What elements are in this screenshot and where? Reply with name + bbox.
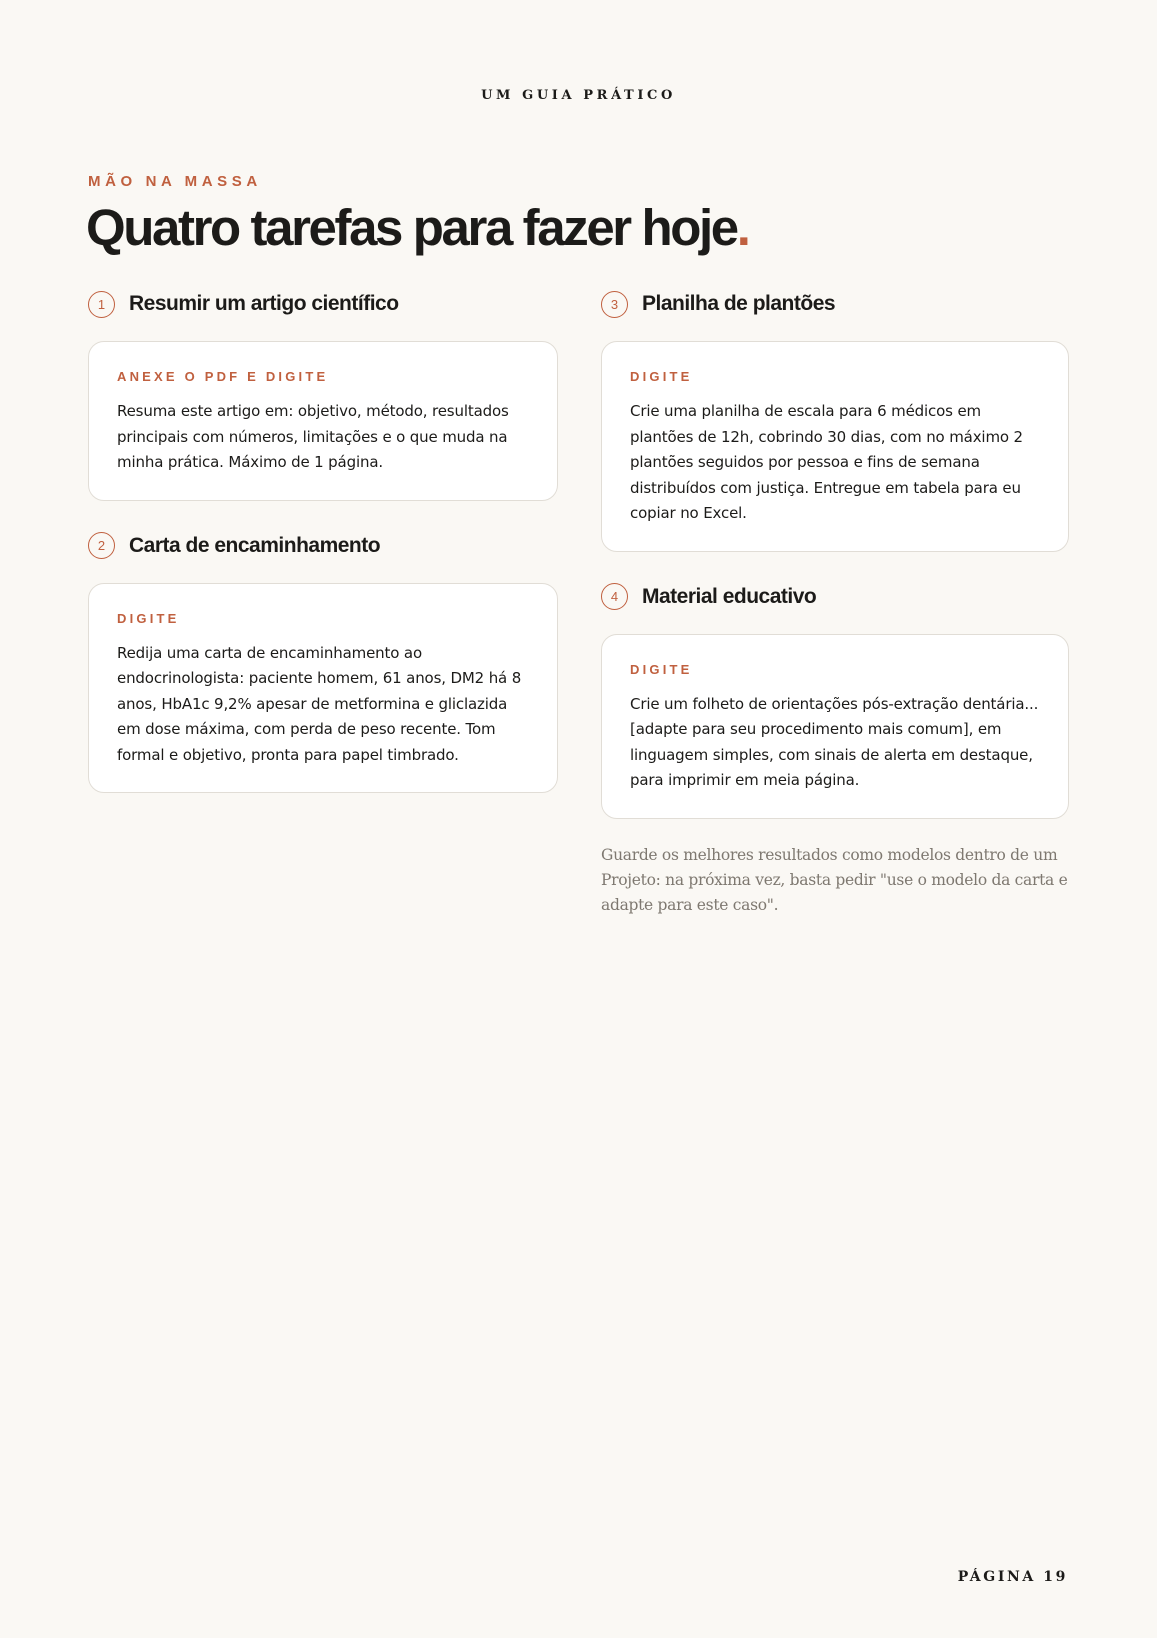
prompt-text: Redija uma carta de encaminhamento ao endocrinologista: paciente homem, 61 anos, DM2 há 8 anos, HbA1c 9,2% apesar de metformina e gliclazida em dose máxima, com perda de peso recente. Tom formal e objetivo, pronta para papel timbrado. <box>117 643 522 764</box>
page-title-text: Quatro tarefas para fazer hoje <box>86 199 737 256</box>
task-number-badge: 3 <box>601 291 628 318</box>
task-title: Resumir um artigo científico <box>129 292 399 315</box>
task-header <box>88 529 558 563</box>
task-4 <box>601 580 1069 819</box>
task-title: Planilha de plantões <box>642 292 836 315</box>
right-column <box>601 287 1069 918</box>
prompt-text: Crie um folheto de orientações pós-extração dentária... [adapte para seu procedimento mais comum], em linguagem simples, com sinais de alerta em destaque, para imprimir em meia página. <box>630 694 1039 789</box>
prompt-text: Crie uma planilha de escala para 6 médicos em plantões de 12h, cobrindo 30 dias, com no máximo 2 plantões seguidos por pessoa e fins de semana distribuídos com justiça. Entregue em tabela para eu copiar no Excel. <box>630 402 1023 522</box>
task-2 <box>88 529 558 794</box>
page-title <box>86 198 749 258</box>
prompt-text: Resuma este artigo em: objetivo, método, resultados principais com números, limitações e o que muda na minha prática. Máximo de 1 página. <box>117 402 509 471</box>
page-number: PÁGINA 19 <box>957 1569 1068 1585</box>
prompt-label: DIGITE <box>117 610 180 626</box>
task-number-badge: 4 <box>601 583 628 610</box>
task-number-badge: 2 <box>88 532 115 559</box>
prompt-card <box>601 341 1069 552</box>
task-header <box>601 580 1069 614</box>
task-3 <box>601 287 1069 552</box>
task-title: Material educativo <box>642 584 817 608</box>
prompt-card <box>88 341 558 501</box>
section-eyebrow: MÃO NA MASSA <box>88 173 262 190</box>
prompt-label: ANEXE O PDF E DIGITE <box>117 369 329 384</box>
left-column <box>88 287 558 793</box>
running-head: UM GUIA PRÁTICO <box>481 88 676 103</box>
prompt-card <box>88 583 558 794</box>
tip-note: Guarde os melhores resultados como modelos dentro de um Projeto: na próxima vez, basta pedir "use o modelo da carta e adapte para este caso". <box>601 845 1068 914</box>
task-title: Carta de encaminhamento <box>129 533 381 557</box>
task-header <box>601 287 1069 321</box>
task-header <box>88 287 558 321</box>
prompt-label: DIGITE <box>630 369 693 384</box>
task-number-badge: 1 <box>88 291 115 318</box>
title-accent-dot: . <box>736 199 749 256</box>
prompt-card <box>601 634 1069 819</box>
prompt-label: DIGITE <box>630 661 693 677</box>
task-1 <box>88 287 558 501</box>
